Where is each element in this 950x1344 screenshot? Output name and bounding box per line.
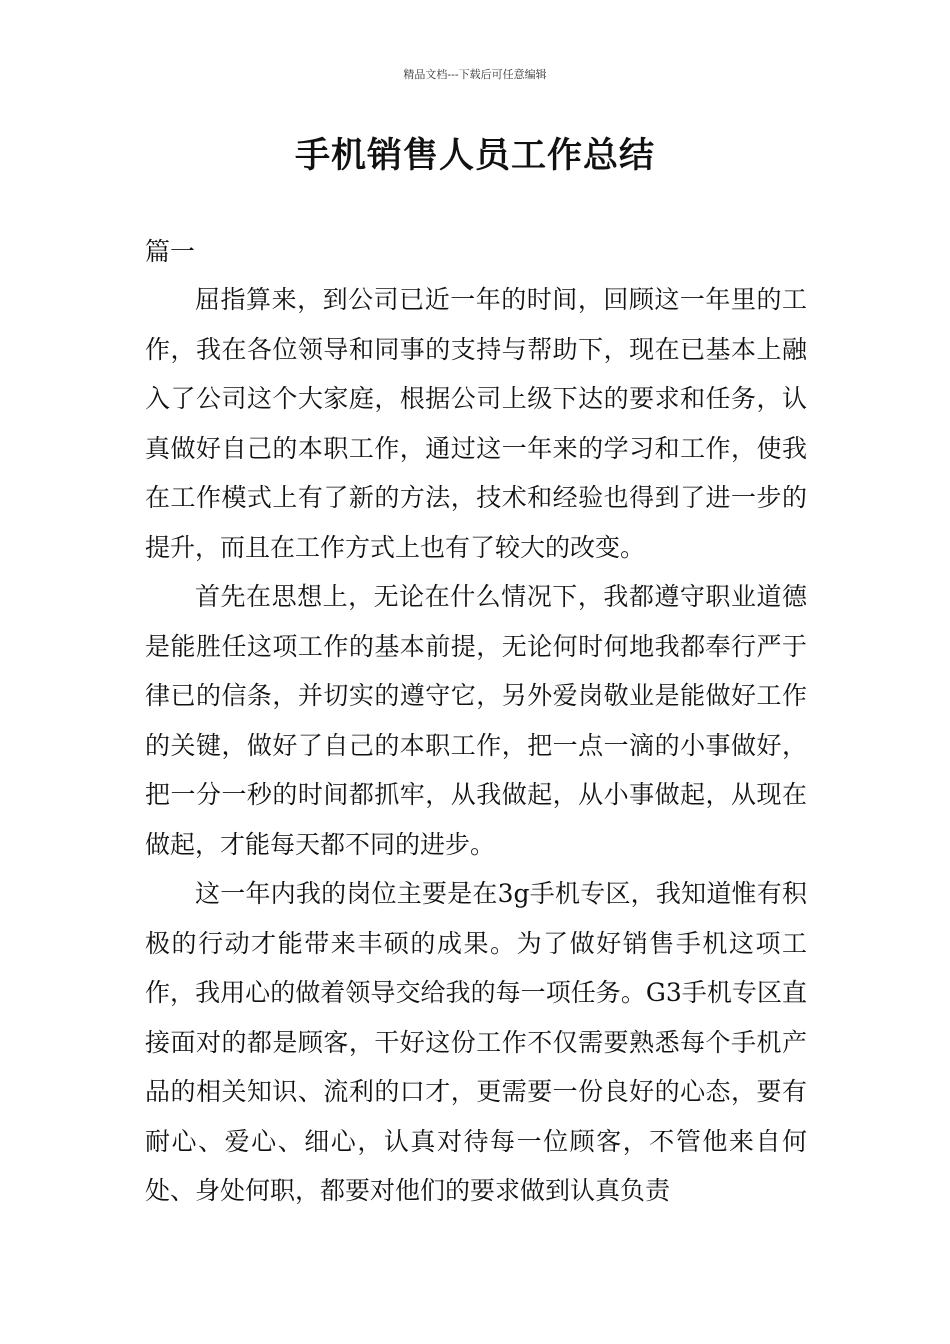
body-text (145, 275, 807, 1216)
paragraph: 首先在思想上，无论在什么情况下，我都遵守职业道德是能胜任这项工作的基本前提，无论何时何地我都奉行严于律已的信条，并切实的遵守它，另外爱岗敬业是能做好工作的关键，做好了自己的本职工作，把一点一滴的小事做好，把一分一秒的时间都抓牢，从我做起，从小事做起，从现在做起，才能每天都不同的进步。 (145, 582, 807, 859)
page-header: 精品文档---下载后可任意编辑 (403, 68, 547, 81)
paragraph: 屈指算来，到公司已近一年的时间，回顾这一年里的工作，我在各位领导和同事的支持与帮助下，现在已基本上融入了公司这个大家庭，根据公司上级下达的要求和任务，认真做好自己的本职工作，通过这一年来的学习和工作，使我在工作模式上有了新的方法，技术和经验也得到了进一步的提升，而且在工作方式上也有了较大的改变。 (145, 285, 807, 562)
paragraph: 这一年内我的岗位主要是在3g手机专区，我知道惟有积极的行动才能带来丰硕的成果。为了做好销售手机这项工作，我用心的做着领导交给我的每一项任务。G3手机专区直接面对的都是顾客，干好这份工作不仅需要熟悉每个手机产品的相关知识、流利的口才，更需要一份良好的心态，要有耐心、爱心、细心，认真对待每一位顾客，不管他来自何处、身处何职，都要对他们的要求做到认真负责 (145, 879, 807, 1205)
document-title: 手机销售人员工作总结 (294, 136, 655, 176)
section-label: 篇一 (145, 237, 196, 266)
